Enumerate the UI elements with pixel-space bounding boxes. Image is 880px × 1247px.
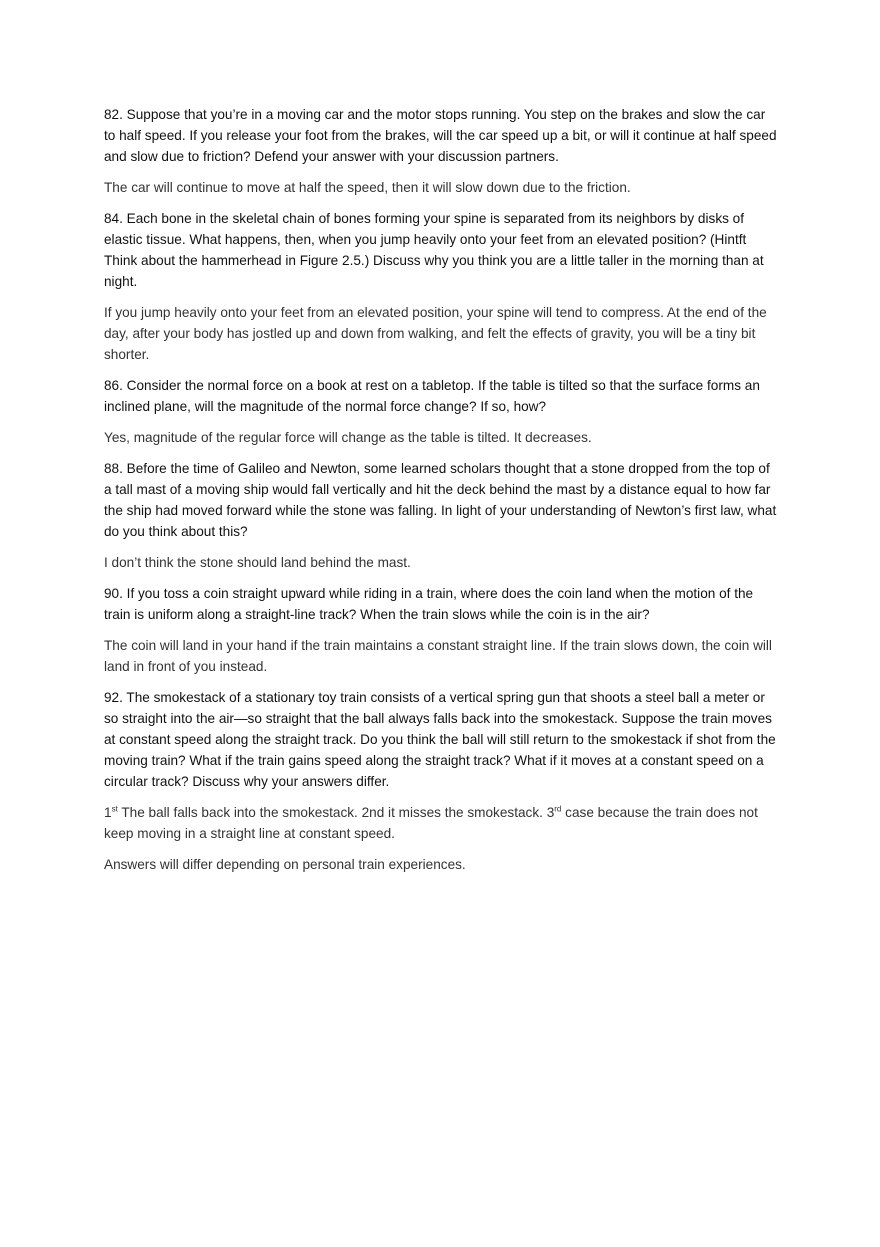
- question-92: 92. The smokestack of a stationary toy train consists of a vertical spring gun that shoots a steel ball a meter or so straight into the air—so straight that the ball always falls back into the smokestack. Suppose the train moves at constant speed along the straight track. Do you think the ball will still return to the smokestack if shot from the moving train? What if the train gains speed along the straight track? What if it moves at a constant speed on a circular track? Discuss why your answers differ.: [104, 690, 776, 789]
- question-90: 90. If you toss a coin straight upward while riding in a train, where does the coin land when the motion of the train is uniform along a straight-line track? When the train slows while the coin is in the air?: [104, 586, 754, 622]
- answer-92-part1: The ball falls back into the smokestack. 2nd it misses the smokestack. 3: [117, 805, 555, 820]
- answer-84: If you jump heavily onto your feet from an elevated position, your spine will tend to compress. At the end of the day, after your body has jostled up and down from walking, and felt the effects of gravity, you will be a tiny bit shorter.: [104, 305, 767, 362]
- answer-92-sup1: st: [111, 804, 118, 814]
- answer-92-num1: 1: [104, 805, 112, 820]
- closing-note: Answers will differ depending on personal train experiences.: [104, 857, 466, 872]
- question-86: 86. Consider the normal force on a book at rest on a tabletop. If the table is tilted so that the surface forms an inclined plane, will the magnitude of the normal force change? If so, how?: [104, 378, 760, 414]
- answer-92-sup2: rd: [554, 804, 562, 814]
- answer-92: [104, 802, 778, 844]
- question-84: 84. Each bone in the skeletal chain of bones forming your spine is separated from its neighbors by disks of elastic tissue. What happens, then, when you jump heavily onto your feet from an elevated position? (Hintft Think about the hammerhead in Figure 2.5.) Discuss why you think you are a little taller in the morning than at night.: [104, 211, 764, 289]
- document-body: [104, 104, 778, 885]
- answer-90: The coin will land in your hand if the train maintains a constant straight line. If the train slows down, the coin will land in front of you instead.: [104, 638, 772, 674]
- answer-82: The car will continue to move at half the speed, then it will slow down due to the friction.: [104, 180, 631, 195]
- question-88: 88. Before the time of Galileo and Newton, some learned scholars thought that a stone dropped from the top of a tall mast of a moving ship would fall vertically and hit the deck behind the mast by a distance equal to how far the ship had moved forward while the stone was falling. In light of your understanding of Newton’s first law, what do you think about this?: [104, 461, 777, 539]
- question-82: 82. Suppose that you’re in a moving car and the motor stops running. You step on the brakes and slow the car to half speed. If you release your foot from the brakes, will the car speed up a bit, or will it continue at half speed and slow due to friction? Defend your answer with your discussion partners.: [104, 107, 777, 164]
- answer-88: I don’t think the stone should land behind the mast.: [104, 555, 411, 570]
- answer-92-part2: case because the train does not keep moving in a straight line at constant speed.: [104, 805, 758, 841]
- answer-86: Yes, magnitude of the regular force will change as the table is tilted. It decreases.: [104, 430, 592, 445]
